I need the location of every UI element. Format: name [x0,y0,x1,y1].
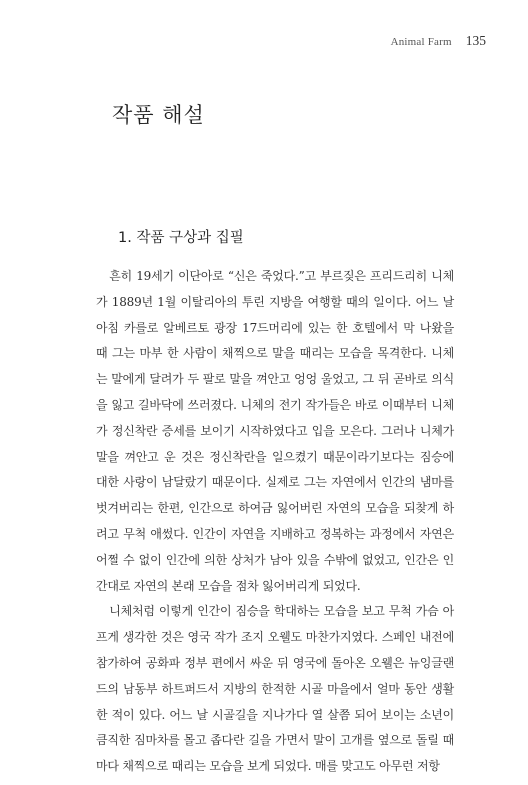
running-header [391,33,486,49]
section-heading: 1. 작품 구상과 집필 [118,230,244,246]
page-number: 135 [465,33,486,48]
paragraph-1: 흔히 19세기 이단아로 “신은 죽었다.”고 부르짖은 프리드리히 니체가 1889년 1월 이탈리아의 투린 지방을 여행할 때의 일이다. 어느 날 아침 카를로 알베르토 광장 17드머리에 있는 한 호텔에서 막 나왔을 때 그는 마부 한 사람이 채찍으로 말을 때리는 모습을 목격한다. 니체는 말에게 달려가 두 팔로 말을 껴안고 엉엉 울었고, 그 뒤 곧바로 의식을 잃고 길바닥에 쓰러졌다. 니체의 전기 작가들은 바로 이때부터 니체가 정신착란 증세를 보이기 시작하였다고 입을 모은다. 그러나 니체가 말을 껴안고 운 것은 정신착란을 일으켰기 때문이라기보다는 짐승에 대한 사랑이 남달랐기 때문이다. 실제로 그는 자연에서 인간의 냄마를 벗겨버리는 한편, 인간으로 하여금 잃어버린 자연의 모습을 되찾게 하려고 무척 애썼다. 인간이 자연을 지배하고 정복하는 과정에서 자연은 어쩔 수 없이 인간에 의한 상처가 남아 있을 수밖에 없었고, 인간은 인간대로 자연의 본래 모습을 점차 잃어버리게 되었다. [96,269,454,593]
paragraph-2: 니체처럼 이렇게 인간이 짐승을 학대하는 모습을 보고 무척 가슴 아프게 생각한 것은 영국 작가 조지 오웰도 마찬가지였다. 스페인 내전에 참가하여 공화파 정부 편에서 싸운 뒤 영국에 돌아온 오웰은 뉴잉글랜드의 남동부 하트퍼드서 지방의 한적한 시골 마을에서 얼마 동안 생활한 적이 있다. 어느 날 시골길을 지나가다 열 살쯤 되어 보이는 소년이 큼직한 짐마차를 몰고 좁다란 길을 가면서 말이 고개를 옆으로 돌릴 때마다 채찍으로 때리는 모습을 보게 되었다. 매를 맞고도 아무런 저항 [96,604,454,774]
running-title: Animal Farm [390,36,452,48]
chapter-title: 작품 해설 [112,103,205,127]
body-text [96,264,454,780]
